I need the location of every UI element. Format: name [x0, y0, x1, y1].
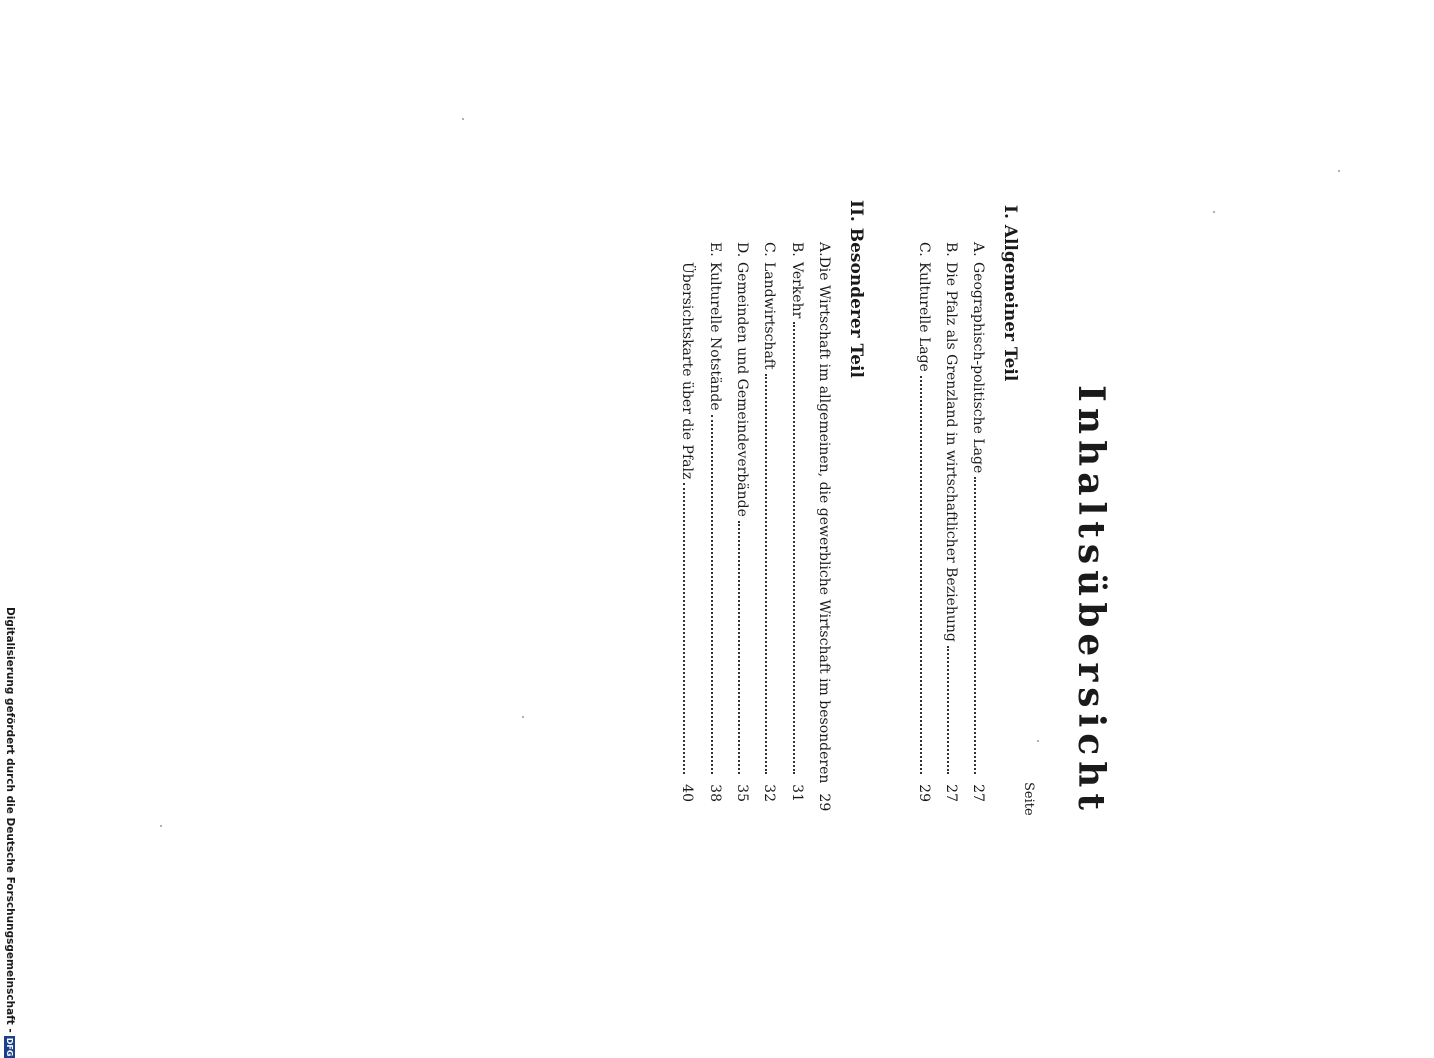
- leader-dots: [920, 376, 923, 774]
- entry-page-number: 27: [943, 784, 959, 802]
- scan-speck: [1213, 211, 1215, 213]
- entry-page-number: 31: [789, 784, 805, 802]
- entry-page-number: 35: [734, 784, 750, 802]
- entry-title: Die Pfalz als Grenzland in wirtschaftlicher Beziehung: [943, 262, 959, 642]
- digitization-credit: [4, 607, 16, 1058]
- entry-title: Geographisch-politische Lage: [970, 262, 986, 474]
- entry-letter: C.: [916, 242, 932, 257]
- toc-entry: [943, 242, 959, 802]
- leader-dots: [683, 483, 686, 774]
- entry-page-number: 32: [761, 784, 777, 802]
- entry-title: Übersichtskarte über die Pfalz: [679, 262, 695, 480]
- entry-title: Gemeinden und Gemeindeverbände: [734, 262, 750, 517]
- scan-speck: [522, 716, 524, 718]
- toc-entry: [734, 242, 750, 802]
- entry-title: Kulturelle Notstände: [707, 262, 723, 411]
- entry-page-number: 29: [916, 784, 932, 802]
- section-heading-1: I. Allgemeiner Teil: [1000, 205, 1020, 382]
- section-heading-2: II. Besonderer Teil: [846, 200, 866, 378]
- toc-entry: [679, 262, 695, 802]
- leader-dots: [974, 477, 977, 774]
- leader-dots: [738, 521, 741, 774]
- toc-entry: [761, 242, 777, 802]
- toc-entry: [970, 242, 986, 802]
- entry-letter: E.: [707, 242, 723, 257]
- toc-entry: [916, 242, 932, 802]
- entry-page-number: 27: [970, 784, 986, 802]
- entry-letter: A.: [816, 242, 832, 257]
- toc-entry: [816, 242, 832, 812]
- leader-dots: [765, 374, 768, 774]
- entry-letter: C.: [761, 242, 777, 257]
- entry-page-number: 40: [679, 784, 695, 802]
- leader-dots: [711, 415, 714, 774]
- seite-column-label: Seite: [1021, 782, 1036, 816]
- scan-speck: [1338, 170, 1340, 172]
- entry-title: Die Wirtschaft im allgemeinen, die gewerbliche Wirtschaft im besonderen: [816, 256, 832, 784]
- entry-title: Kulturelle Lage: [916, 262, 932, 372]
- entry-letter: A.: [970, 242, 986, 257]
- toc-entry: [789, 242, 805, 802]
- leader-dots: [793, 322, 796, 774]
- entry-letter: B.: [789, 242, 805, 257]
- leader-dots: [947, 646, 950, 774]
- entry-page-number: 29: [816, 793, 832, 812]
- toc-entry: [707, 242, 723, 802]
- scan-speck: [462, 118, 464, 120]
- scan-speck: [160, 825, 162, 827]
- entry-title: Landwirtschaft: [761, 262, 777, 370]
- entry-title: Verkehr: [789, 262, 805, 319]
- entry-page-number: 38: [707, 784, 723, 802]
- dfg-logo: DFG: [5, 1037, 15, 1057]
- page-title: Inhaltsübersicht: [1070, 385, 1112, 816]
- entry-letter: B.: [943, 242, 959, 257]
- credit-text: Digitalisierung gefördert durch die Deutsche Forschungsgemeinschaft -: [4, 607, 16, 1033]
- scan-speck: [1037, 740, 1039, 742]
- entry-letter: D.: [734, 242, 750, 258]
